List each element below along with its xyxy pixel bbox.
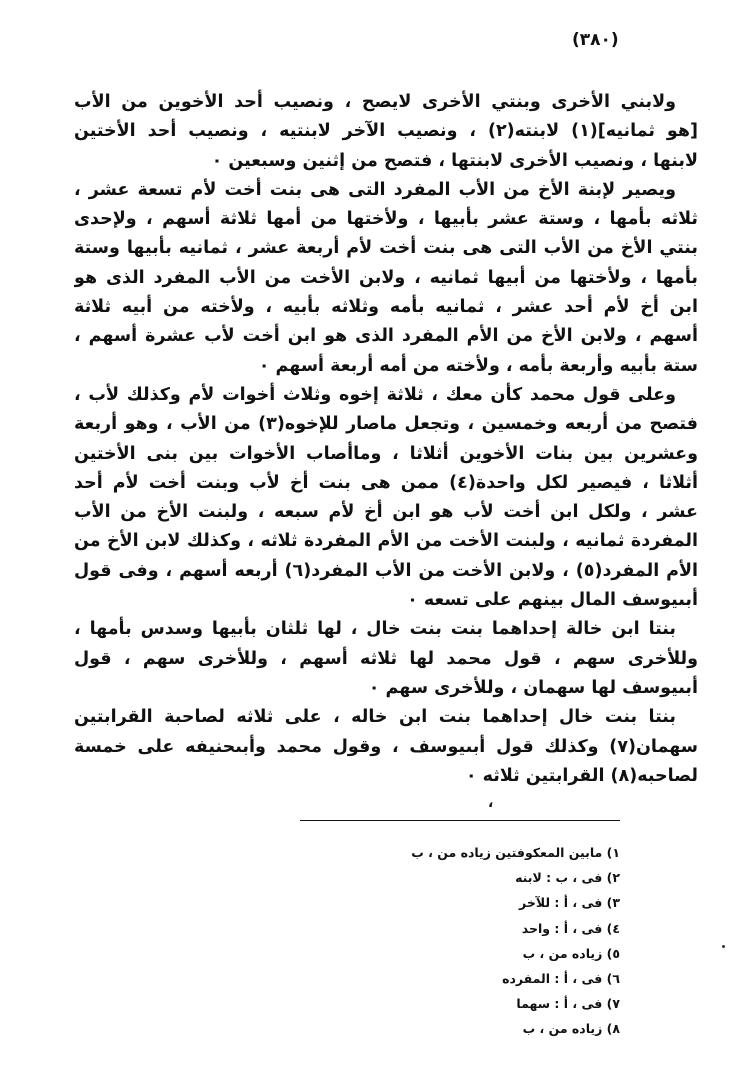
text-line: ولابني الأخرى وبنتي الأخرى لايصح ، ونصيب أحد الأخوين من الأب	[74, 92, 676, 112]
text-line: فتصح من أربعه وخمسين ، وتجعل ماصار للإخوه(٣) من الأب ، وهو أربعة	[74, 414, 698, 435]
text-line: بنتي الأخ من الأب التى هى بنت أخت لأم أربعة عشر ، ثمانيه بأبيها وستة	[74, 238, 698, 259]
page-number: (٣٨٠)	[572, 30, 619, 50]
footnote: ٦) فى ، أ : المفرده	[502, 970, 620, 986]
text-line: سهمان(٧) وكذلك قول أبىيوسف ، وقول محمد وأبىحنيفه على خمسة	[74, 736, 698, 757]
footnote-separator	[300, 820, 620, 821]
text-line: بأمها ، ولأختها من أبيها ثمانيه ، ولابن الأخت من الأب المفرد الذى هو	[74, 267, 698, 288]
footnote: ١) مابين المعكوفتين زياده من ، ب	[411, 845, 620, 860]
text-line: ستة بأبيه وأربعة بأمه ، ولأخته من أمه أربعة أسهم ٠	[258, 355, 698, 376]
text-line: بنتا ابن خالة إحداهما بنت بنت خال ، لها ثلثان بأبيها وسدس بأمها ،	[74, 619, 676, 640]
text-line: وللأخرى سهم ، قول محمد لها ثلاثه أسهم ، وللأخرى سهم ، قول	[74, 648, 698, 669]
footnote: ٣) فى ، أ : للآخر	[519, 895, 620, 911]
text-line: ابن أخ لأم أحد عشر ، ثمانيه بأمه وثلاثه بأبيه ، ولأخته من أبيه ثلاثة	[74, 297, 698, 318]
text-line: أبىيوسف لها سهمان ، وللأخرى سهم ٠	[368, 677, 698, 698]
text-line: وعلى قول محمد كأن معك ، ثلاثة إخوه وثلاث أخوات لأم وكذلك لأب ،	[74, 384, 676, 405]
text-line: عشر ، ولكل ابن أخت لأب هو ابن أخ لأم سبعه ، ولبنت الأخ من الأب	[74, 502, 698, 523]
text-line: لابنها ، ونصيب الأخرى لابنتها ، فتصح من إثنين وسبعين ٠	[211, 150, 698, 171]
footnote: ٢) فى ، ب : لابنه	[515, 870, 620, 886]
footnote: ٨) زياده من ، ب	[522, 1021, 620, 1037]
footnote: ٧) فى ، أ : سهما	[516, 996, 620, 1012]
footnote: ٤) فى ، أ : واحد	[521, 920, 620, 936]
text-line: أبىيوسف المال بينهم على تسعه ٠	[407, 590, 698, 611]
body-text	[74, 88, 698, 791]
text-line: ويصير لإبنة الأخ من الأب المفرد التى هى بنت أخت لأم تسعة عشر ،	[74, 179, 676, 200]
stray-mark: ،	[488, 795, 494, 811]
text-line: أسهم ، ولابن الأخ من الأم المفرد الذى هو ابن أخت لأب عشرة أسهم ،	[74, 326, 698, 347]
text-line: [هو ثمانيه](١) لابنته(٢) ، ونصيب الآخر لابنتيه ، ونصيب أحد الأختين	[74, 121, 698, 142]
scan-speck	[722, 945, 725, 948]
footnotes	[300, 840, 620, 1042]
text-line: ثلاثه بأمها ، وستة عشر بأبيها ، ولأختها من أمها ثلاثة أسهم ، ولإحدى	[74, 209, 698, 230]
footnote: ٥) زياده من ، ب	[522, 945, 620, 961]
text-line: المفردة ثمانيه ، ولبنت الأخت من الأم المفردة ثلاثه ، وكذلك لابن الأخ من	[74, 531, 698, 552]
text-line: بنتا بنت خال إحداهما بنت ابن خاله ، على ثلاثه لصاحبة القرابتين	[74, 707, 676, 728]
text-line: لصاحبه(٨) القرابتين ثلاثه ٠	[465, 765, 698, 786]
text-line: أثلاثا ، فيصير لكل واحدة(٤) ممن هى بنت أخ لأب وبنت أخت لأم أحد	[74, 472, 698, 493]
text-line: وعشرين بين بنات الأخوين أثلاثا ، وماأصاب الأخوات بين بنى الأختين	[74, 443, 698, 464]
text-line: الأم المفرد(٥) ، ولابن الأخت من الأب المفرد(٦) أربعه أسهم ، وفى قول	[74, 560, 698, 581]
